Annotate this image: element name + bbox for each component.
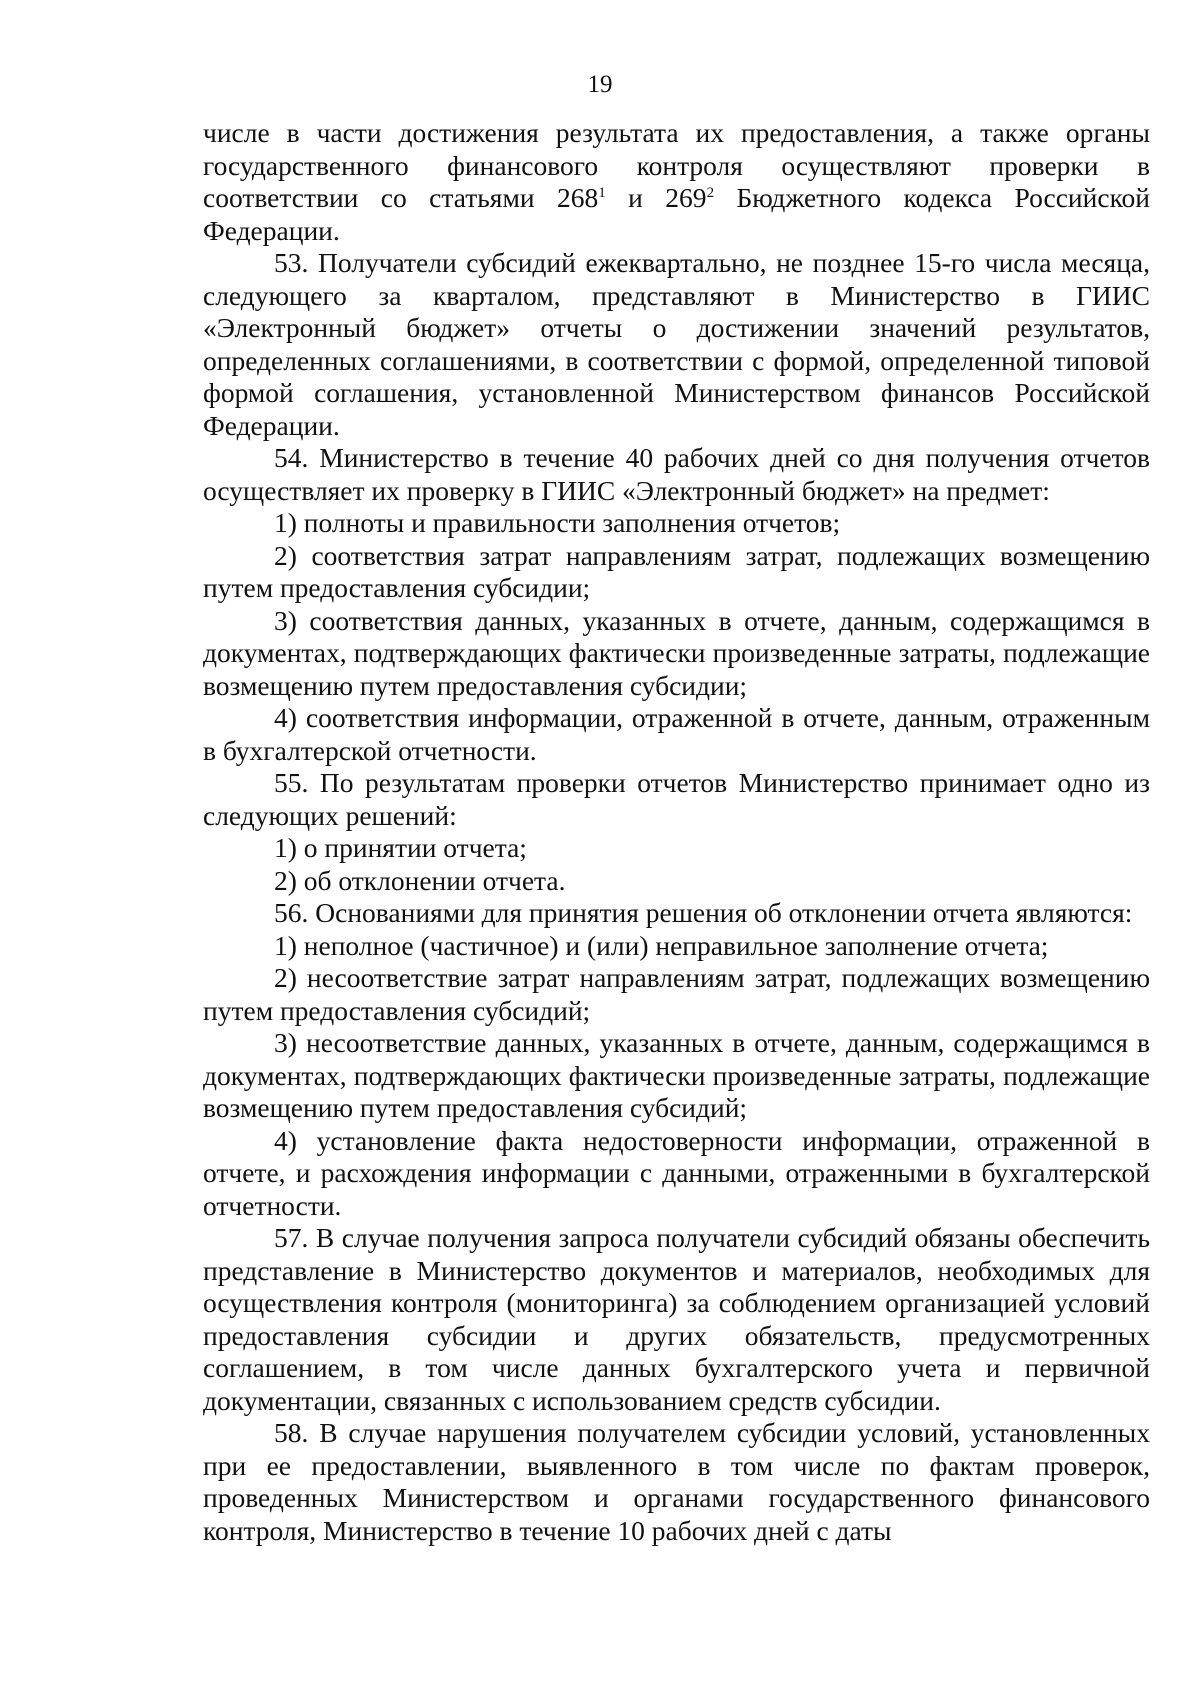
list-item: 1) неполное (частичное) и (или) неправильное заполнение отчета; xyxy=(274,929,1049,961)
list-item: 4) соответствия информации, отраженной в отчете, данным, отраженным в бухгалтерской отчетности. xyxy=(203,702,1150,766)
paragraph-continuation: числе в части достижения результата их предоставления, а также органы государственного финансового контроля осуществляют проверки в соответствии со статьями $268^1$ и $269^2$ Бюджетного кодекса Российской Федерации. xyxy=(203,117,1150,246)
paragraph-57: 57. В случае получения запроса получатели субсидий обязаны обеспечить представление в Министерство документов и материалов, необходимых для осуществления контроля (мониторинга) за соблюдением организацией условий предоставления субсидии и других обязательств, предусмотренных соглашением, в том числе данных бухгалтерского учета и первичной документации, связанных с использованием средств субсидии. xyxy=(203,1222,1150,1416)
list-item: 1) полноты и правильности заполнения отчетов; xyxy=(274,507,841,538)
paragraph-55: 55. По результатам проверки отчетов Министерство принимает одно из следующих решений: xyxy=(203,767,1150,831)
document-body xyxy=(203,117,1150,1547)
page-number: 19 xyxy=(587,71,613,98)
paragraph-53: 53. Получатели субсидий ежеквартально, не позднее 15-го числа месяца, следующего за кварталом, представляют в Министерство в ГИИС «Электронный бюджет» отчеты о достижении значений результатов, определенных соглашениями, в соответствии с формой, определенной типовой формой соглашения, установленной Министерством финансов Российской Федерации. xyxy=(203,247,1150,441)
paragraph-58: 58. В случае нарушения получателем субсидии условий, установленных при ее предоставлении, выявленного в том числе по фактам проверок, проведенных Министерством и органами государственного финансового контроля, Министерство в течение 10 рабочих дней с даты xyxy=(203,1417,1150,1546)
list-item: 2) соответствия затрат направлениям затрат, подлежащих возмещению путем предоставления субсидии; xyxy=(203,539,1150,603)
list-item: 1) о принятии отчета; xyxy=(274,832,527,863)
list-item: 4) установление факта недостоверности информации, отраженной в отчете, и расхождения информации с данными, отраженными в бухгалтерской отчетности. xyxy=(203,1124,1150,1221)
paragraph-54: 54. Министерство в течение 40 рабочих дней со дня получения отчетов осуществляет их проверку в ГИИС «Электронный бюджет» на предмет: xyxy=(203,442,1150,506)
list-item: 3) несоответствие данных, указанных в отчете, данным, содержащимся в документах, подтверждающих фактически произведенные затраты, подлежащие возмещению путем предоставления субсидий; xyxy=(203,1027,1150,1123)
paragraph-56: 56. Основаниями для принятия решения об отклонении отчета являются: xyxy=(274,897,1133,928)
list-item: 2) несоответствие затрат направлениям затрат, подлежащих возмещению путем предоставления субсидий; xyxy=(203,962,1150,1026)
footnote-superscript: 1 xyxy=(598,184,606,201)
footnote-superscript: 2 xyxy=(706,184,715,201)
list-item: 2) об отклонении отчета. xyxy=(274,864,566,896)
list-item: 3) соответствия данных, указанных в отчете, данным, содержащимся в документах, подтверждающих фактически произведенные затраты, подлежащие возмещению путем предоставления субсидии; xyxy=(203,604,1150,701)
